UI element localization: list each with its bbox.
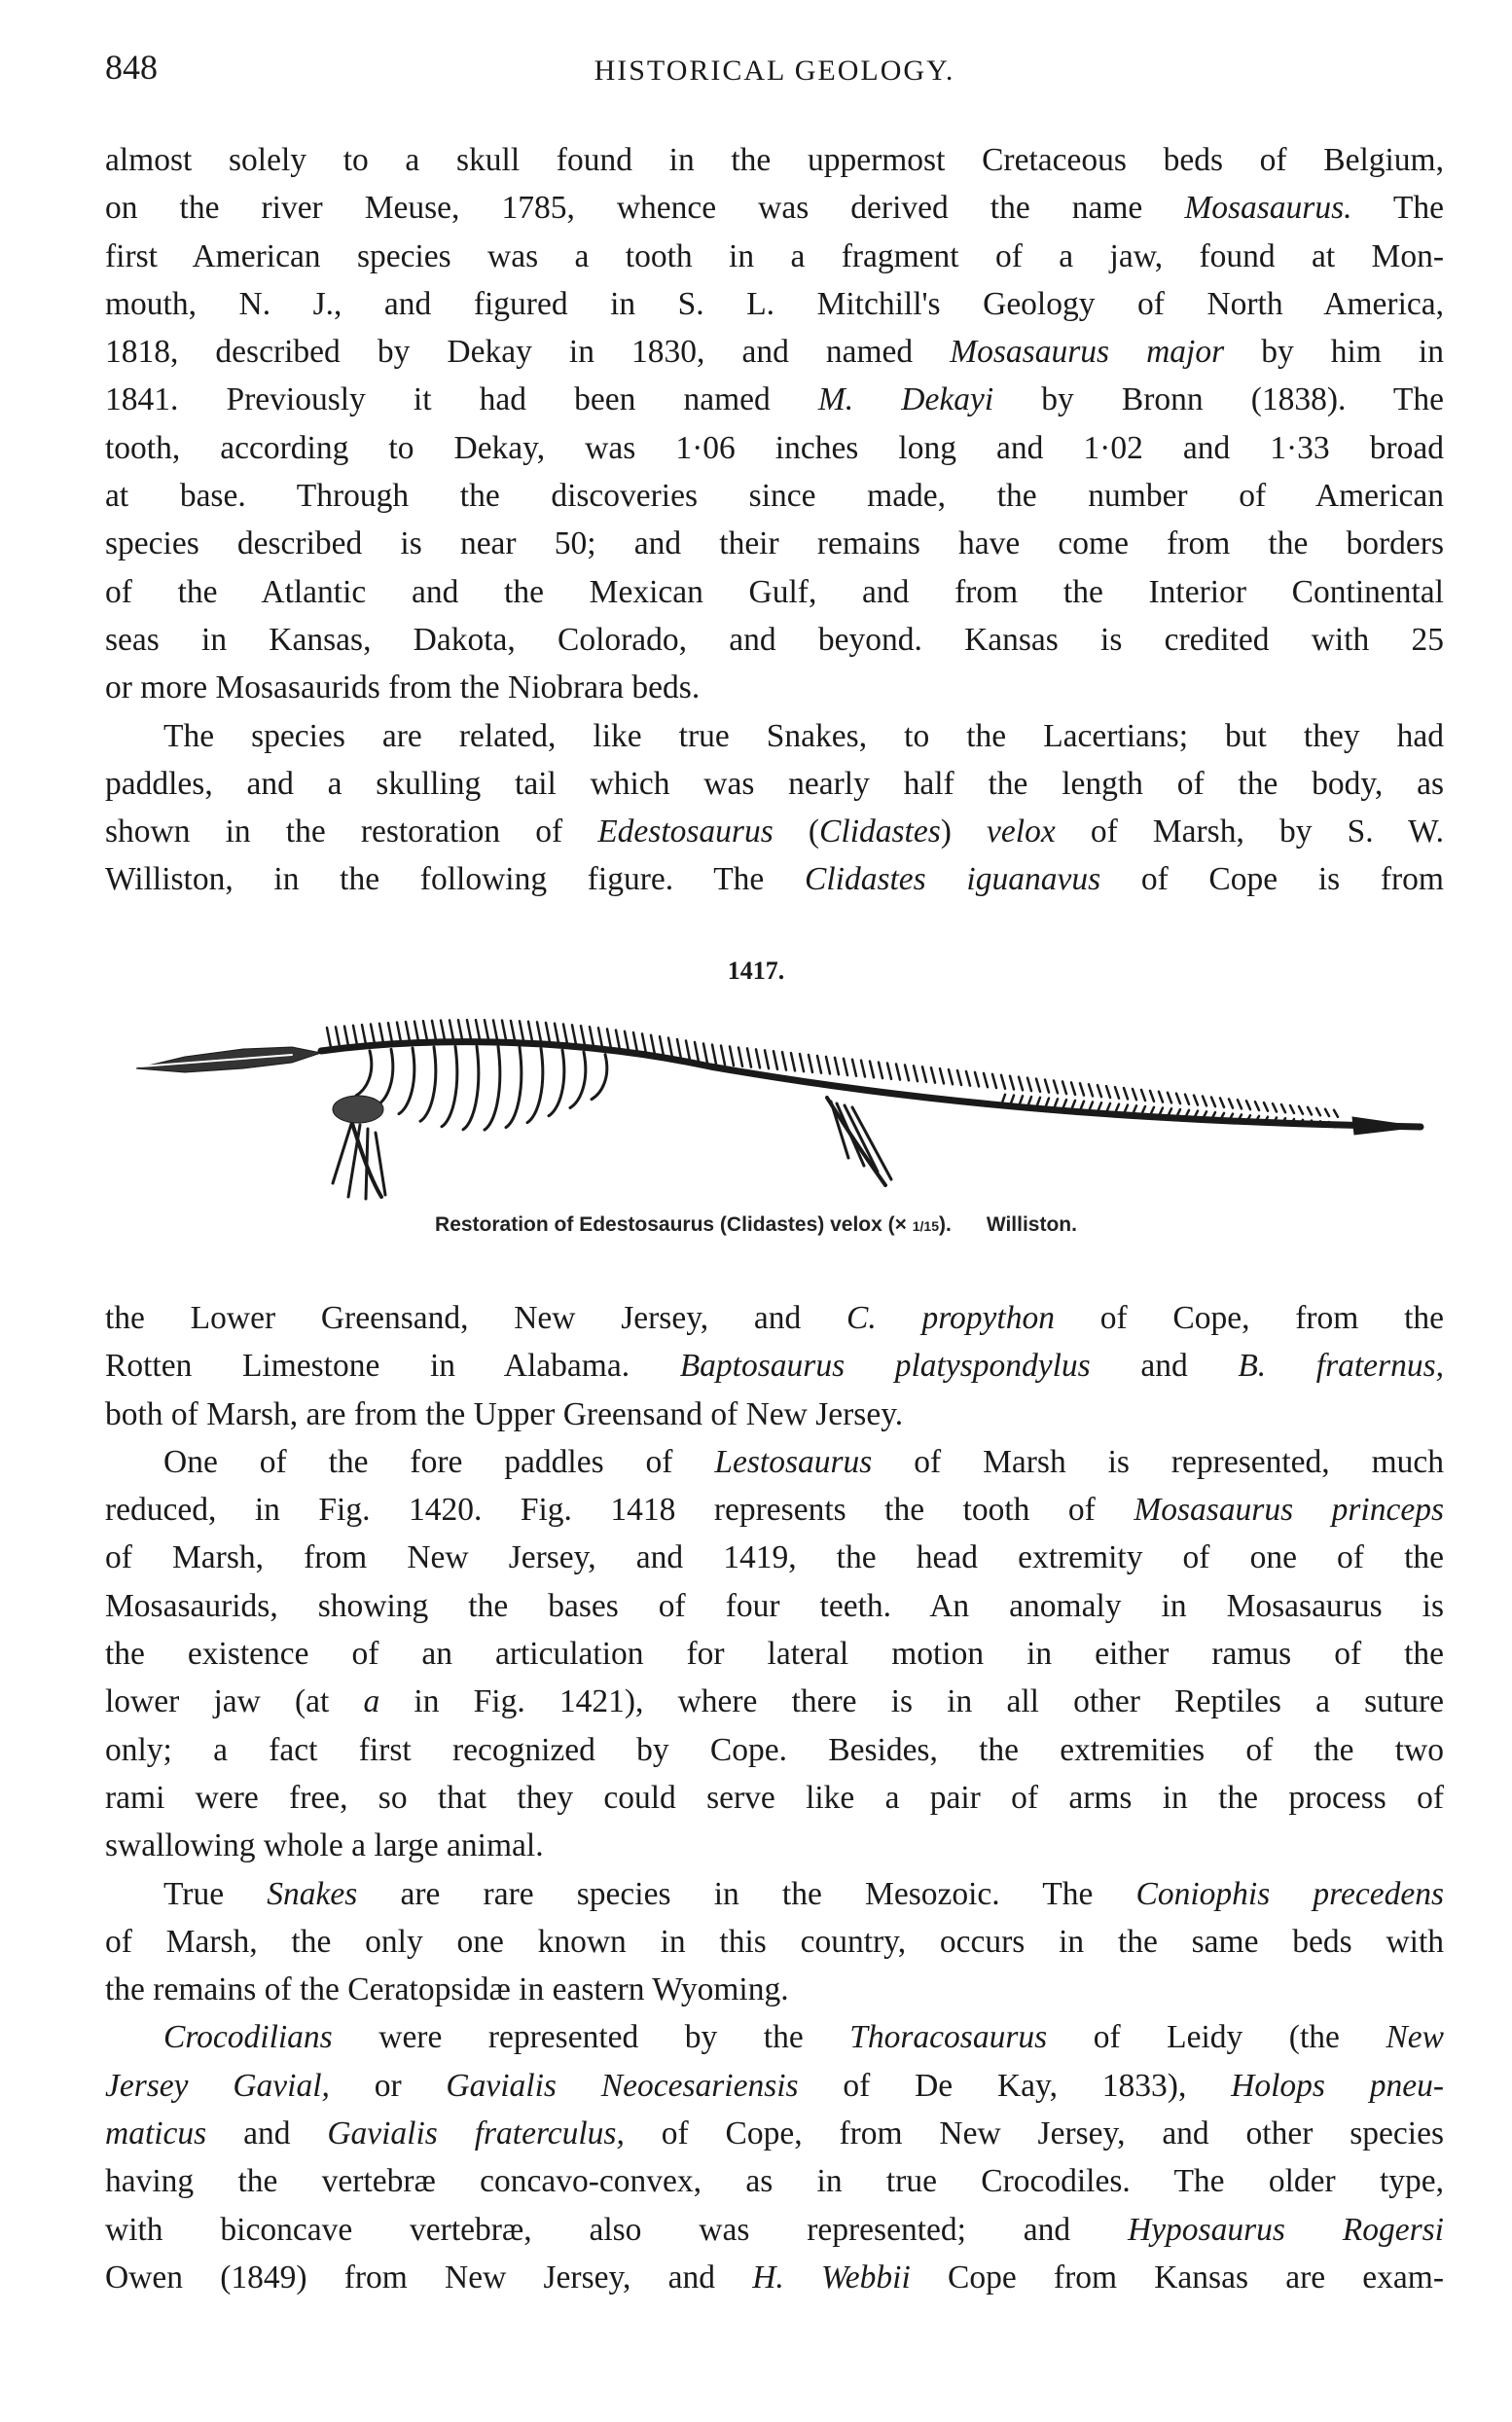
text-line: Rotten Limestone in Alabama. Baptosaurus platyspondylus and B. fraternus, — [105, 1348, 1444, 1385]
text-line: on the river Meuse, 1785, whence was derived the name Mosasaurus. The — [105, 190, 1445, 227]
text-line: first American species was a tooth in a fragment of a jaw, found at Mon- — [105, 237, 1444, 274]
text-line: 1818, described by Dekay in 1830, and named Mosasaurus major by him in — [105, 334, 1444, 371]
text-line: shown in the restoration of Edestosaurus (Clidastes) velox of Marsh, by S. W. — [105, 813, 1445, 850]
text-line: Williston, in the following figure. The Clidastes iguanavus of Cope is from — [105, 861, 1444, 898]
text-line: only; a fact first recognized by Cope. Besides, the extremities of the two — [105, 1731, 1444, 1768]
text-line: paddles, and a skulling tail which was nearly half the length of the body, as — [105, 765, 1444, 802]
text-line: of Marsh, from New Jersey, and 1419, the head extremity of one of the — [105, 1539, 1444, 1576]
figure-number: 1417. — [727, 957, 785, 985]
text-line: The species are related, like true Snakes, to the Lacertians; but they had — [163, 717, 1444, 754]
text-line: the existence of an articulation for lateral motion in either ramus of the — [105, 1636, 1444, 1673]
text-line: Crocodilians were represented by the Thoracosaurus of Leidy (the New — [163, 2019, 1444, 2056]
text-line: almost solely to a skull found in the uppermost Cretaceous beds of Belgium, — [105, 142, 1444, 178]
text-line: at base. Through the discoveries since made, the number of American — [105, 478, 1444, 515]
paragraph-mosasaurus-history — [105, 136, 1444, 904]
text-line: tooth, according to Dekay, was 1·06 inches long and 1·02 and 1·33 broad — [105, 429, 1444, 466]
text-line: or more Mosasaurids from the Niobrara beds. — [105, 669, 701, 706]
text-line: Jersey Gavial, or Gavialis Neocesariensis of De Kay, 1833), Holops pneu- — [105, 2067, 1445, 2104]
page-number: 848 — [105, 48, 158, 87]
mosasaur-skeleton-icon — [126, 1012, 1430, 1207]
text-line: swallowing whole a large animal. — [105, 1827, 544, 1864]
text-line: both of Marsh, are from the Upper Greensand of New Jersey. — [105, 1395, 904, 1432]
running-head: HISTORICAL GEOLOGY. — [594, 54, 955, 87]
text-line: One of the fore paddles of Lestosaurus of Marsh is represented, much — [163, 1443, 1445, 1480]
text-line: the Lower Greensand, New Jersey, and C. propython of Cope, from the — [105, 1300, 1445, 1336]
text-line: Mosasaurids, showing the bases of four teeth. An anomaly in Mosasaurus is — [105, 1587, 1444, 1624]
text-line: maticus and Gavialis fraterculus, of Cope, from New Jersey, and other species — [105, 2115, 1444, 2152]
text-line: the remains of the Ceratopsidæ in eastern Wyoming. — [105, 1971, 789, 2008]
text-line: 1841. Previously it had been named M. Dekayi by Bronn (1838). The — [105, 381, 1444, 418]
paragraph-mosasaurids-continued — [105, 1294, 1444, 2301]
text-line: seas in Kansas, Dakota, Colorado, and beyond. Kansas is credited with 25 — [105, 621, 1444, 658]
text-line: with biconcave vertebræ, also was represented; and Hyposaurus Rogersi — [105, 2211, 1444, 2248]
page-header — [105, 47, 1444, 95]
text-line: of Marsh, the only one known in this country, occurs in the same beds with — [105, 1923, 1444, 1960]
text-line: reduced, in Fig. 1420. Fig. 1418 represents the tooth of Mosasaurus princeps — [105, 1492, 1444, 1529]
text-line: species described is near 50; and their remains have come from the borders — [105, 525, 1444, 562]
text-line: Owen (1849) from New Jersey, and H. Webbii Cope from Kansas are exam- — [105, 2259, 1444, 2295]
text-line: of the Atlantic and the Mexican Gulf, and from the Interior Continental — [105, 573, 1444, 610]
text-line: True Snakes are rare species in the Mesozoic. The Coniophis precedens — [163, 1875, 1444, 1912]
text-line: lower jaw (at a in Fig. 1421), where there is in all other Reptiles a suture — [105, 1683, 1444, 1720]
text-line: mouth, N. J., and figured in S. L. Mitchill's Geology of North America, — [105, 285, 1444, 322]
text-line: rami were free, so that they could serve like a pair of arms in the process of — [105, 1779, 1444, 1816]
figure-caption: Restoration of Edestosaurus (Clidastes) velox (× 1/15). Williston. — [435, 1213, 1077, 1236]
text-line: having the vertebræ concavo-convex, as in true Crocodiles. The older type, — [105, 2163, 1444, 2200]
